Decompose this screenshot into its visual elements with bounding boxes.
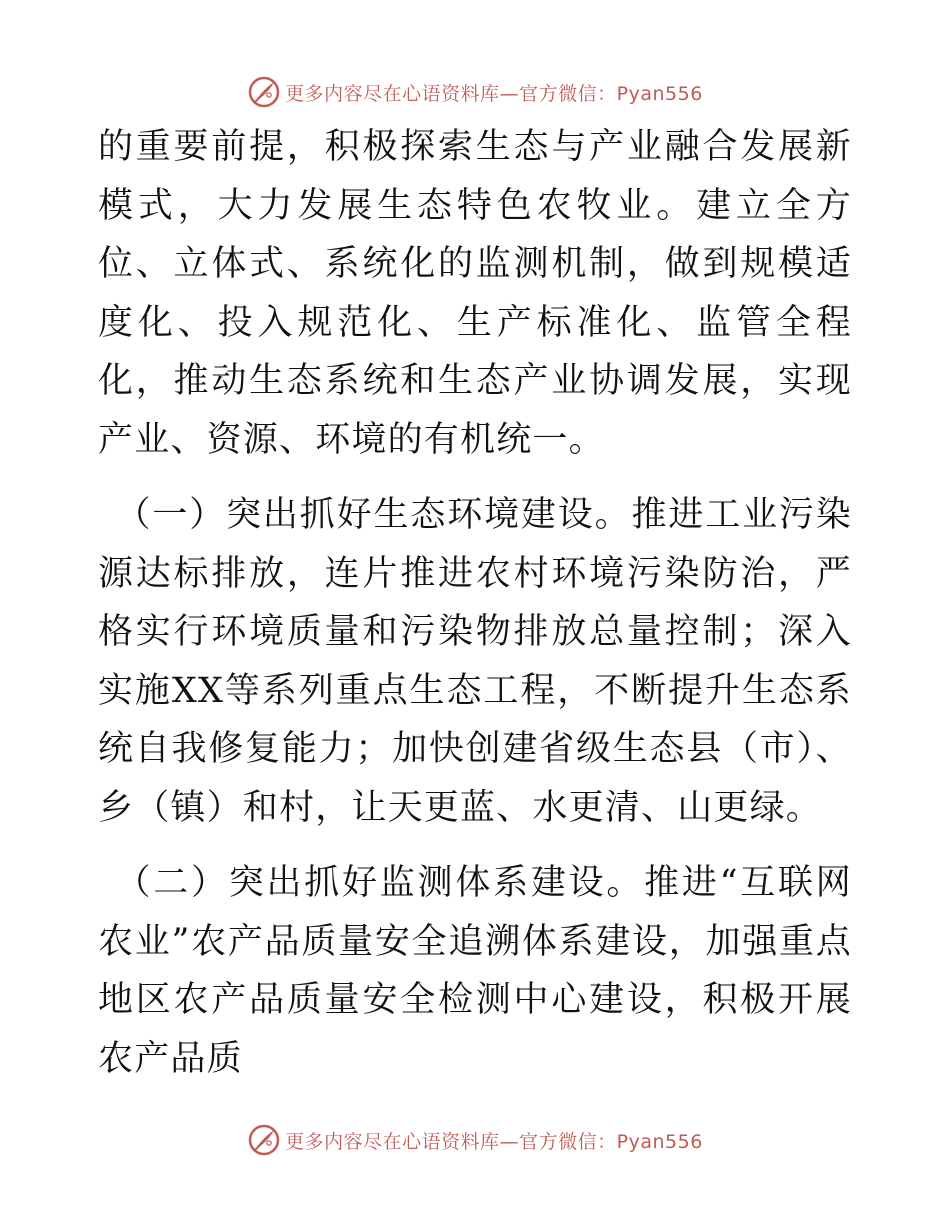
footer-watermark-text: 更多内容尽在心语资料库—官方微信：Pyan556 bbox=[285, 1130, 703, 1153]
header-watermark-text: 更多内容尽在心语资料库—官方微信：Pyan556 bbox=[285, 82, 703, 105]
feather-pen-seal-icon bbox=[247, 1123, 281, 1157]
paragraph-3: （二）突出抓好监测体系建设。推进“互联网 农业”农产品质量安全追溯体系建设，加强重点地区农产品质量安全检测中心建设，积极开展农产品质 bbox=[98, 863, 852, 1079]
document-body bbox=[98, 118, 852, 1088]
paragraph-1: 的重要前提，积极探索生态与产业融合发展新模式，大力发展生态特色农牧业。建立全方位、立体式、系统化的监测机制，做到规模适度化、投入规范化、生产标准化、监管全程化，推动生态系统和生态产业协调发展，实现产业、资源、环境的有机统一。 bbox=[98, 127, 852, 460]
feather-pen-seal-icon bbox=[247, 75, 281, 109]
paragraph-2: （一）突出抓好生态环境建设。推进工业污染源达标排放，连片推进农村环境污染防治，严格实行环境质量和污染物排放总量控制；深入实施XX等系列重点生态工程，不断提升生态系统自我修复能力；加快创建省级生态县（市）、乡（镇）和村，让天更蓝、水更清、山更绿。 bbox=[98, 495, 852, 828]
header-watermark-banner bbox=[0, 72, 950, 112]
footer-watermark-banner bbox=[0, 1120, 950, 1160]
